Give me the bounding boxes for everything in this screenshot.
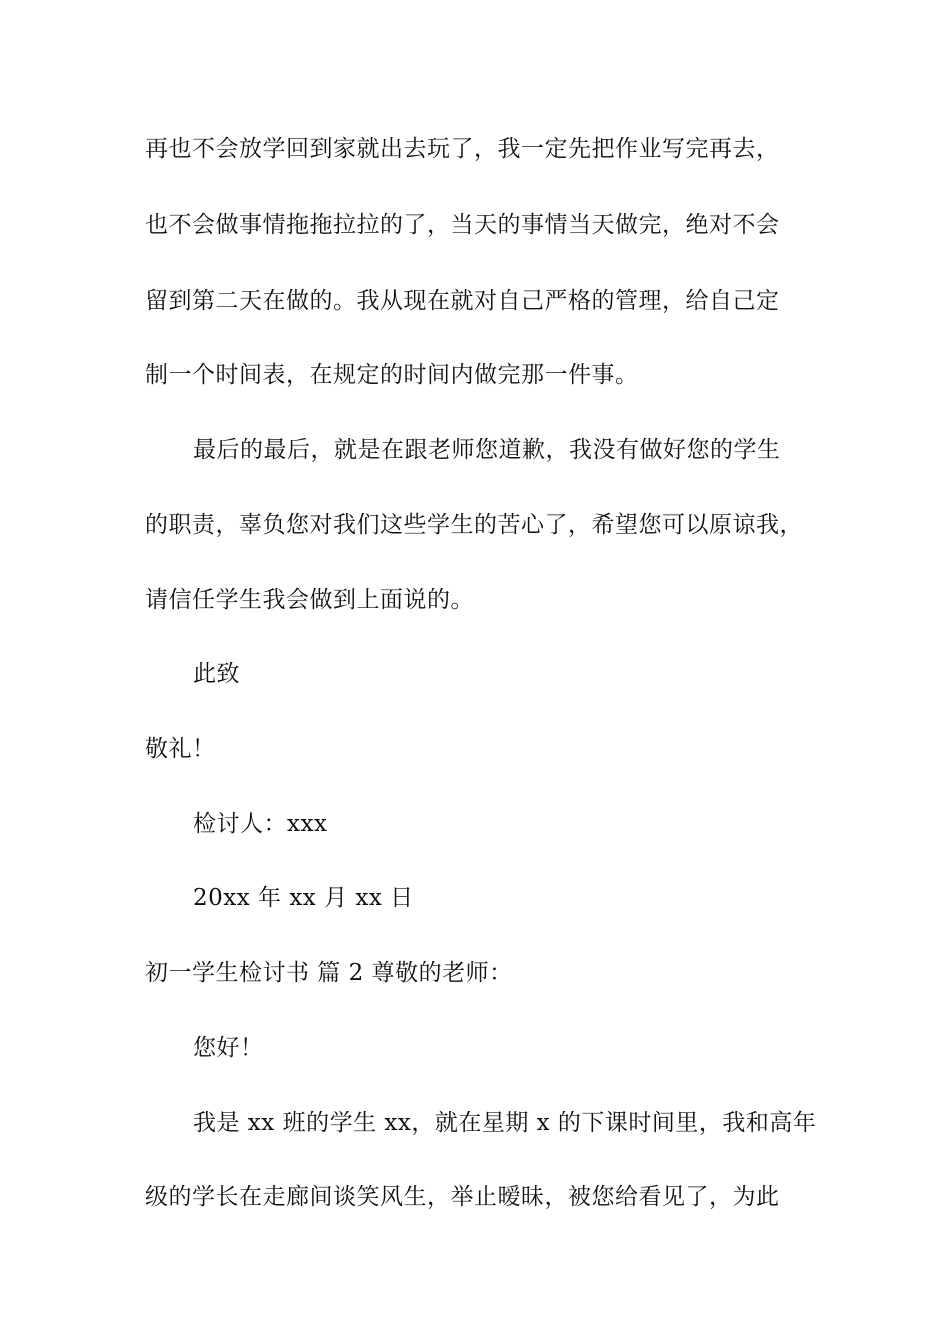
closing-salutation: 此致 (193, 661, 240, 687)
greeting-line: 您好！ (193, 1035, 264, 1061)
text-line-6: 的职责，辜负您对我们这些学生的苦心了，希望您可以原谅我， (145, 512, 803, 538)
closing-regards: 敬礼！ (145, 736, 216, 762)
text-line-3: 留到第二天在做的。我从现在就对自己严格的管理，给自己定 (145, 288, 780, 314)
paragraph-start-intro: 我是 xx 班的学生 xx，就在星期 x 的下课时间里，我和高年 (193, 1110, 817, 1136)
text-line-7: 请信任学生我会做到上面说的。 (145, 587, 474, 613)
text-line-4: 制一个时间表，在规定的时间内做完那一件事。 (145, 362, 639, 388)
text-line-1: 再也不会放学回到家就出去玩了，我一定先把作业写完再去， (145, 136, 780, 162)
text-line-15: 级的学长在走廊间谈笑风生，举止暧昧，被您给看见了，为此 (145, 1184, 780, 1210)
text-line-2: 也不会做事情拖拖拉拉的了，当天的事情当天做完，绝对不会 (145, 212, 780, 238)
section-heading: 初一学生检讨书 篇 2 尊敬的老师： (145, 960, 513, 986)
date-line: 20xx 年 xx 月 xx 日 (193, 885, 414, 911)
paragraph-start-apology: 最后的最后，就是在跟老师您道歉，我没有做好您的学生 (193, 437, 781, 463)
signature-line: 检讨人：xxx (193, 811, 328, 837)
